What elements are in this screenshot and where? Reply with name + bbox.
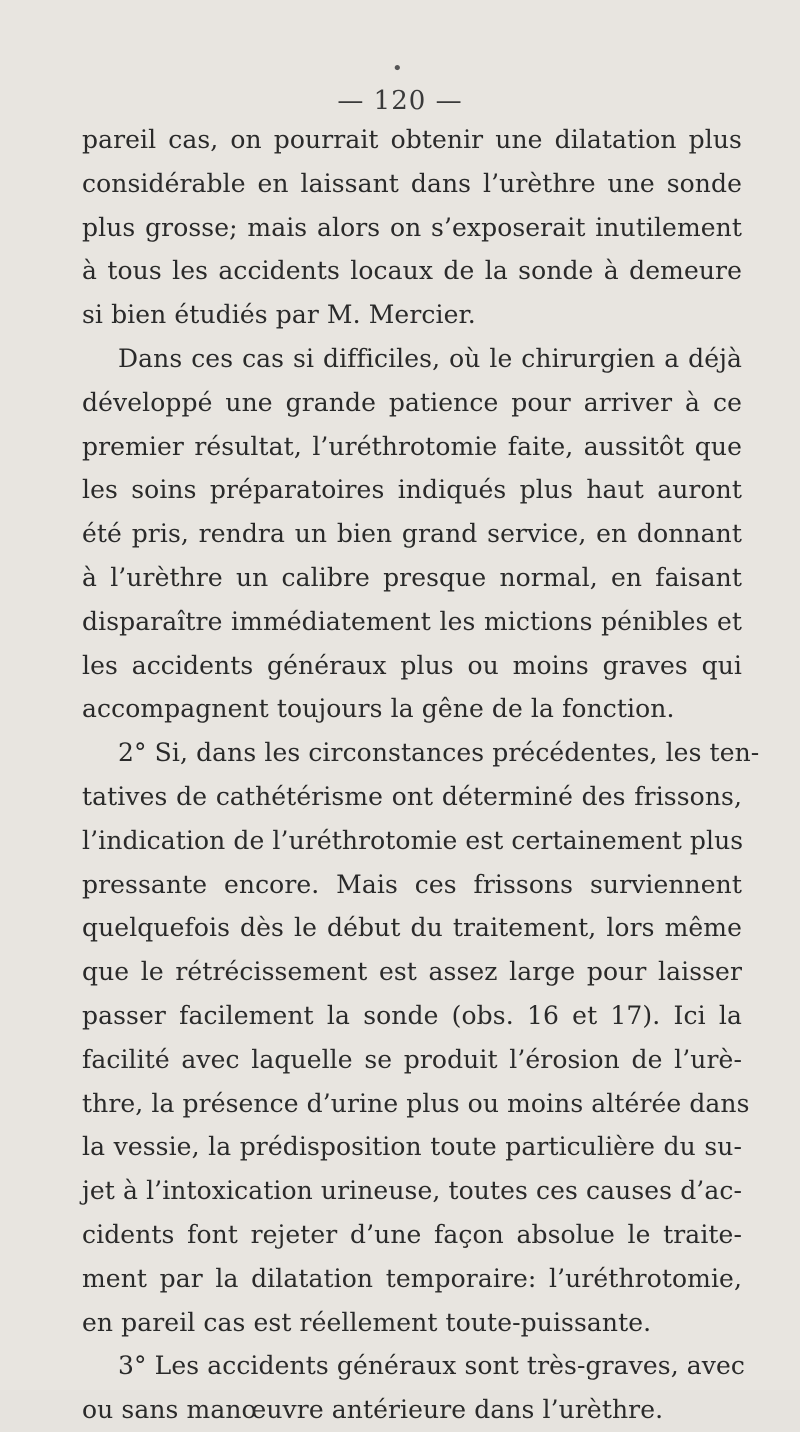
text-line: thre, la présence d’urine plus ou moins altérée dans <box>82 1088 750 1118</box>
text-line: cidents font rejeter d’une façon absolue le traite- <box>82 1219 742 1249</box>
body-text <box>82 118 760 1432</box>
text-line: premier résultat, l’uréthrotomie faite, aussitôt que <box>82 431 742 461</box>
text-line: 2° Si, dans les circonstances précédentes, les ten- <box>118 738 760 768</box>
text-line: considérable en laissant dans l’urèthre une sonde <box>82 168 742 198</box>
text-line: les soins préparatoires indiqués plus haut auront <box>82 475 742 505</box>
text-line: les accidents généraux plus ou moins graves qui <box>82 650 742 680</box>
text-line: pareil cas, on pourrait obtenir une dilatation plus <box>82 125 742 154</box>
text-line: plus grosse; mais alors on s’exposerait inutilement <box>82 212 742 242</box>
text-line: accompagnent toujours la gêne de la fonction. <box>82 694 675 724</box>
text-line: passer facilement la sonde (obs. 16 et 17). Ici la <box>82 1000 742 1030</box>
text-line: été pris, rendra un bien grand service, en donnant <box>82 519 742 549</box>
text-line: à tous les accidents locaux de la sonde à demeure <box>82 256 742 286</box>
text-line: 3° Les accidents généraux sont très-graves, avec <box>118 1351 746 1381</box>
page-number: — 120 — <box>337 86 463 116</box>
text-line: facilité avec laquelle se produit l’érosion de l’urè- <box>82 1044 742 1074</box>
text-line: que le rétrécissement est assez large pour laisser <box>82 957 742 987</box>
text-line: ment par la dilatation temporaire: l’uréthrotomie, <box>82 1263 742 1293</box>
text-line: à l’urèthre un calibre presque normal, en faisant <box>82 562 742 592</box>
text-line: la vessie, la prédisposition toute particulière du su- <box>82 1132 742 1162</box>
text-line: en pareil cas est réellement toute-puissante. <box>82 1307 652 1337</box>
text-line: développé une grande patience pour arriver à ce <box>82 387 742 417</box>
text-line: quelquefois dès le début du traitement, lors même <box>82 913 742 943</box>
text-line: si bien étudiés par M. Mercier. <box>82 300 476 330</box>
text-line: Dans ces cas si difficiles, où le chirurgien a déjà <box>118 343 742 373</box>
text-line: jet à l’intoxication urineuse, toutes ces causes d’ac- <box>82 1176 742 1206</box>
text-line: tatives de cathétérisme ont déterminé des frissons, <box>82 781 742 811</box>
text-line: pressante encore. Mais ces frissons surviennent <box>82 869 742 899</box>
printer-mark: • <box>392 58 403 79</box>
text-line: disparaître immédiatement les mictions pénibles et <box>82 606 742 636</box>
text-line: ou sans manœuvre antérieure dans l’urèthre. <box>82 1395 664 1425</box>
text-line: l’indication de l’uréthrotomie est certainement plus <box>82 825 744 855</box>
